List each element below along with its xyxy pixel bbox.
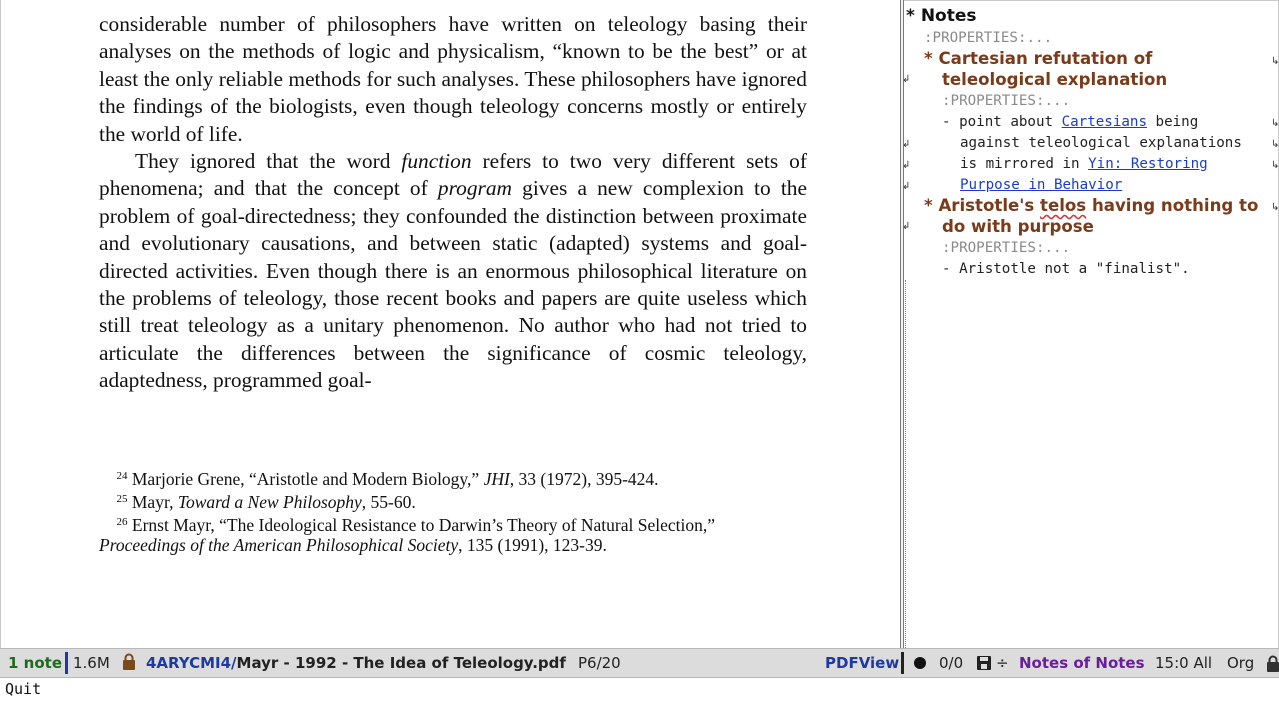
wrap-fringe-icon: ↲ — [902, 74, 911, 85]
wrap-fringe-icon: ↲ — [902, 181, 911, 192]
wrap-fringe-icon: ↳ — [1271, 202, 1279, 213]
major-mode-pdfview[interactable]: PDFView — [825, 654, 900, 672]
mode-line-separator — [901, 652, 904, 674]
heading-cartesian[interactable]: * Cartesian refutation of — [924, 49, 1153, 68]
properties-drawer[interactable]: :PROPERTIES:... — [942, 93, 1071, 109]
heading-aristotle[interactable]: * Aristotle's telos having nothing to — [924, 196, 1259, 215]
org-notes-pane[interactable] — [902, 0, 1279, 648]
link-yin[interactable]: Yin: Restoring — [1088, 156, 1208, 172]
record-dot-icon — [913, 656, 927, 674]
wrap-fringe-icon: ↲ — [902, 221, 911, 232]
list-item: - Aristotle not a "finalist". — [942, 261, 1190, 277]
footnote-26-cont: Proceedings of the American Philosophical Society, 135 (1991), 123-39. — [99, 535, 607, 555]
save-icon[interactable] — [976, 655, 992, 675]
wrap-fringe-icon: ↳ — [1271, 56, 1279, 67]
wrap-fringe-icon: ↳ — [1271, 118, 1279, 129]
wrap-fringe-icon: ↳ — [1271, 160, 1279, 171]
cursor-position: 15:0 All — [1155, 654, 1213, 672]
link-cartesians[interactable]: Cartesians — [1061, 114, 1148, 130]
footnote-25: $^{25}$ Mayr, Toward a New Philosophy, 55-60. — [116, 492, 416, 512]
split-icon: ÷ — [996, 654, 1009, 672]
wrap-fringe-icon: ↳ — [1271, 139, 1279, 150]
pdf-buffer-name[interactable]: 4ARYCMI4/Mayr - 1992 - The Idea of Teleology.pdf — [146, 654, 566, 672]
list-item-cont: against teleological explanations — [960, 135, 1242, 151]
wrap-fringe-icon: ↲ — [902, 139, 911, 150]
heading-cartesian-cont: teleological explanation — [942, 70, 1168, 89]
minibuffer-message: Quit — [5, 680, 42, 698]
list-item-cont — [960, 177, 1122, 193]
lock-icon — [122, 653, 136, 675]
search-counter: 0/0 — [939, 654, 964, 672]
pdf-paragraph-2: They ignored that the word function refers to two very different sets of phenomena; and that the concept of program gives a new complexion to the problem of goal-directedness; they confounded the distinction between proximate and evolutionary causations, and between static (adapted) systems and goal-directed activities. Even though there is an enormous philosophical literature on the problems of teleology, those recent books and papers are quite useless which still treat teleology as a unitary phenomenon. No author who had not tried to articulate the differences between the significance of cosmic teleology, adaptedness, programmed goal- — [99, 149, 807, 393]
page-indicator: P6/20 — [578, 654, 621, 672]
pdf-page-body — [99, 11, 807, 395]
mode-line — [0, 648, 1279, 678]
minibuffer[interactable] — [0, 678, 1279, 703]
properties-drawer[interactable]: :PROPERTIES:... — [924, 30, 1053, 46]
mode-line-separator — [65, 652, 68, 674]
pdf-paragraph-1: considerable number of philosophers have written on teleology basing their analyses on the methods of logic and physicalism, “known to be the best” or at least the only reliable methods for such analyses. These philosophers have ignored the findings of the biologists, even though teleology concerns mostly or entirely the world of life. — [99, 12, 807, 146]
major-mode-org[interactable]: Org — [1227, 654, 1255, 672]
footnote-26: $^{26}$ Ernst Mayr, “The Ideological Resistance to Darwin’s Theory of Natural Selection,” — [116, 515, 715, 535]
buffer-size: 1.6M — [73, 654, 110, 672]
link-yin-cont[interactable]: Purpose in Behavior — [960, 177, 1123, 193]
wrap-fringe-icon: ↲ — [902, 160, 911, 171]
heading-notes[interactable]: * Notes — [906, 6, 977, 26]
window-divider[interactable] — [900, 0, 904, 648]
note-count[interactable]: 1 note — [8, 654, 62, 672]
list-item-cont: is mirrored in Yin: Restoring — [960, 156, 1208, 172]
properties-drawer[interactable]: :PROPERTIES:... — [942, 240, 1071, 256]
list-item: - point about Cartesians being — [942, 114, 1199, 130]
org-buffer-name[interactable]: Notes of Notes — [1019, 654, 1145, 672]
pdf-view-pane[interactable] — [1, 0, 900, 648]
heading-aristotle-cont: do with purpose — [942, 217, 1094, 236]
lock-icon — [1267, 655, 1279, 677]
footnote-24: $^{24}$ Marjorie Grene, “Aristotle and Modern Biology,” JHI, 33 (1972), 395-424. — [116, 469, 659, 489]
